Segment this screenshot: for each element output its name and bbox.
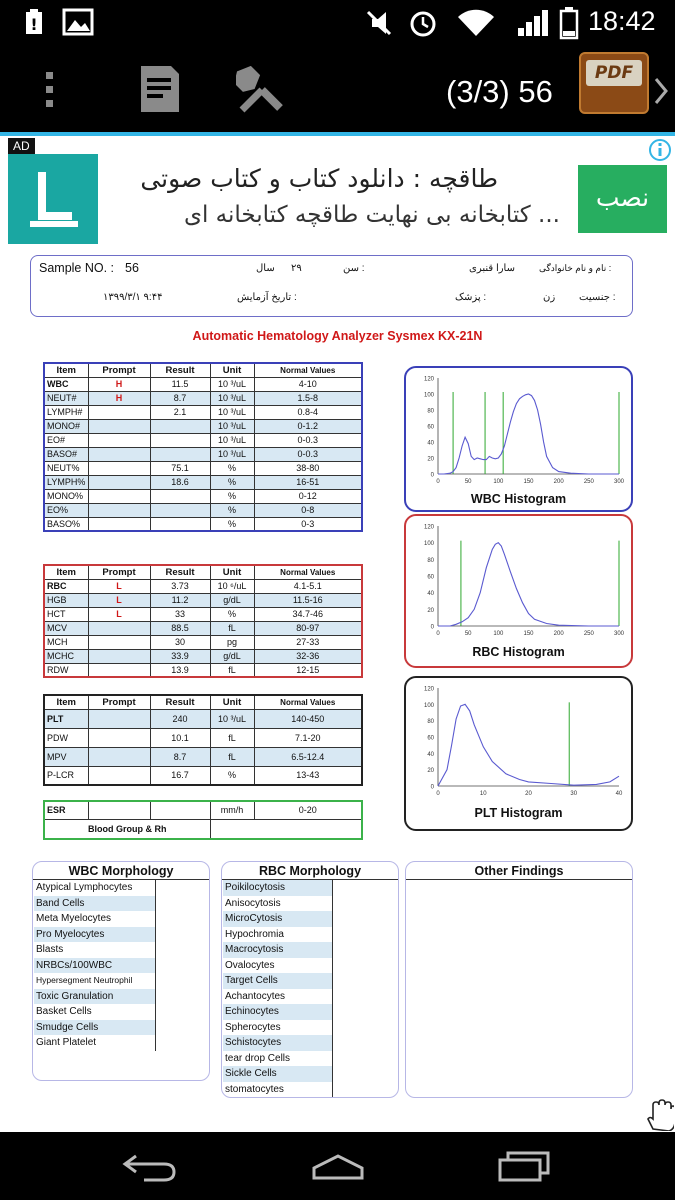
list-item: Toxic Granulation xyxy=(34,989,155,1005)
unit-cell: 10 ³/uL xyxy=(210,433,254,447)
app-toolbar xyxy=(0,46,675,132)
list-item: tear drop Cells xyxy=(225,1052,291,1064)
book-logo-icon xyxy=(8,154,98,244)
mute-icon xyxy=(364,8,394,38)
table-row xyxy=(44,447,362,461)
unit-cell: % xyxy=(210,461,254,475)
unit-cell: fL xyxy=(210,747,254,766)
unit-cell: g/dL xyxy=(210,593,254,607)
result-cell: 33.9 xyxy=(150,649,210,663)
test-date: ۱۳۹۹/۳/۱ ۹:۴۴ xyxy=(103,292,163,303)
result-cell: 88.5 xyxy=(150,621,210,635)
name-label: نام و نام خانوادگی : xyxy=(539,263,612,273)
col-normal: Normal Values xyxy=(254,565,362,579)
result-cell: 33 xyxy=(150,607,210,621)
normal-cell: 4.1-5.1 xyxy=(254,579,362,593)
wifi-icon xyxy=(456,8,496,38)
table-row xyxy=(44,517,362,531)
list-item: Pro Myelocytes xyxy=(34,927,155,943)
unit-cell: % xyxy=(210,475,254,489)
unit-cell: fL xyxy=(210,728,254,747)
item-cell: PDW xyxy=(44,728,88,747)
item-cell: HCT xyxy=(44,607,88,621)
item-cell: MCHC xyxy=(44,649,88,663)
back-icon[interactable] xyxy=(120,1150,178,1182)
image-notification-icon xyxy=(62,8,94,36)
y-tick-label: 100 xyxy=(423,392,434,399)
cell-signal-icon xyxy=(516,8,550,38)
prompt-cell xyxy=(88,503,150,517)
item-cell: LYMPH# xyxy=(44,405,88,419)
gender-label: جنسیت : xyxy=(579,292,616,303)
unit-cell: % xyxy=(210,766,254,785)
y-tick-label: 60 xyxy=(427,424,434,431)
result-cell: 30 xyxy=(150,635,210,649)
age-label: سن : xyxy=(343,263,365,274)
list-item: Meta Myelocytes xyxy=(36,913,112,924)
col-normal: Normal Values xyxy=(254,695,362,709)
normal-cell: 13-43 xyxy=(254,766,362,785)
x-tick-label: 250 xyxy=(583,479,594,485)
table-row xyxy=(44,621,362,635)
unit-cell: 10 ⁶/uL xyxy=(210,579,254,593)
rbc-histogram-title: RBC Histogram xyxy=(472,645,565,659)
normal-cell: 0-0.3 xyxy=(254,433,362,447)
prompt-cell xyxy=(88,766,150,785)
x-tick-label: 300 xyxy=(613,479,625,485)
prompt-cell xyxy=(88,709,150,728)
esr-table xyxy=(43,800,363,840)
table-row xyxy=(44,503,362,517)
result-cell xyxy=(150,503,210,517)
list-item: NRBCs/100WBC xyxy=(34,958,155,974)
normal-cell: 7.1-20 xyxy=(254,728,362,747)
result-cell xyxy=(150,433,210,447)
col-prompt: Prompt xyxy=(88,565,150,579)
list-item: Hypochromia xyxy=(225,928,284,940)
prompt-cell xyxy=(88,663,150,677)
result-cell: 2.1 xyxy=(150,405,210,419)
svg-text:!: ! xyxy=(30,15,38,34)
table-row xyxy=(44,391,362,405)
unit-cell: g/dL xyxy=(210,649,254,663)
y-tick-label: 0 xyxy=(430,472,434,479)
item-cell: LYMPH% xyxy=(44,475,88,489)
table-row xyxy=(44,593,362,607)
x-tick-label: 0 xyxy=(436,631,440,637)
y-tick-label: 120 xyxy=(423,686,434,693)
patient-name: سارا قنبری xyxy=(469,263,515,274)
doctor-label: پزشک : xyxy=(455,292,487,303)
unit-cell: % xyxy=(210,489,254,503)
y-tick-label: 80 xyxy=(427,408,434,415)
rbc-table xyxy=(43,564,363,678)
item-cell: EO% xyxy=(44,503,88,517)
wbc-histogram-title: WBC Histogram xyxy=(470,492,567,506)
list-item: Anisocytosis xyxy=(225,897,281,909)
col-result: Result xyxy=(150,363,210,377)
normal-cell: 4-10 xyxy=(254,377,362,391)
table-row xyxy=(44,433,362,447)
wbc-histogram-box xyxy=(404,366,633,512)
ad-banner[interactable] xyxy=(0,136,675,250)
normal-cell: 0-3 xyxy=(254,517,362,531)
table-row xyxy=(44,489,362,503)
clock: 18:42 xyxy=(588,6,656,36)
table-row xyxy=(44,649,362,663)
unit-cell: 10 ³/uL xyxy=(210,709,254,728)
table-row xyxy=(44,766,362,785)
result-cell xyxy=(150,517,210,531)
prompt-cell: H xyxy=(88,377,150,391)
list-item: Schistocytes xyxy=(223,1035,332,1051)
x-tick-label: 40 xyxy=(615,791,623,797)
wbc-morphology-title: WBC Morphology xyxy=(33,862,209,880)
y-tick-label: 0 xyxy=(430,784,434,791)
document-icon[interactable] xyxy=(138,64,182,114)
plt-table xyxy=(43,694,363,786)
warning-battery-icon xyxy=(20,8,48,36)
prompt-cell xyxy=(88,635,150,649)
result-cell: 18.6 xyxy=(150,475,210,489)
normal-cell: 0-1.2 xyxy=(254,419,362,433)
list-item: Hypersegment Neutrophil xyxy=(36,975,133,985)
patient-info-box xyxy=(30,255,633,317)
item-cell: EO# xyxy=(44,433,88,447)
list-item: Smudge Cells xyxy=(34,1020,155,1036)
item-cell: NEUT% xyxy=(44,461,88,475)
result-cell: 11.5 xyxy=(150,377,210,391)
table-row xyxy=(44,747,362,766)
unit-cell: % xyxy=(210,517,254,531)
report-title: Automatic Hematology Analyzer Sysmex KX-21N xyxy=(192,329,483,343)
hand-pan-icon[interactable] xyxy=(646,1099,674,1131)
gender-value: زن xyxy=(543,292,556,303)
y-tick-label: 120 xyxy=(423,524,434,531)
system-nav-bar xyxy=(0,1132,675,1200)
item-cell: MONO# xyxy=(44,419,88,433)
y-tick-label: 120 xyxy=(423,376,434,383)
result-cell: 8.7 xyxy=(150,747,210,766)
chevron-right-icon[interactable] xyxy=(653,76,669,106)
normal-cell: 6.5-12.4 xyxy=(254,747,362,766)
histogram-curve xyxy=(438,543,619,626)
x-tick-label: 200 xyxy=(553,479,564,485)
y-tick-label: 0 xyxy=(430,624,434,631)
rbc-histogram-box xyxy=(404,514,633,668)
list-item: MicroCytosis xyxy=(223,911,332,927)
normal-cell: 0-8 xyxy=(254,503,362,517)
y-tick-label: 100 xyxy=(423,541,434,548)
table-header xyxy=(44,363,362,377)
unit-cell: 10 ³/uL xyxy=(210,391,254,405)
table-row xyxy=(44,607,362,621)
y-tick-label: 60 xyxy=(427,735,434,742)
recent-apps-icon[interactable] xyxy=(496,1148,552,1184)
normal-cell: 0.8-4 xyxy=(254,405,362,419)
prompt-cell xyxy=(88,419,150,433)
unit-cell: pg xyxy=(210,635,254,649)
overflow-menu-icon[interactable] xyxy=(42,70,58,110)
rbc-morphology-title: RBC Morphology xyxy=(222,862,398,880)
table-row xyxy=(44,475,362,489)
prompt-cell xyxy=(88,475,150,489)
pdf-page xyxy=(0,250,675,1132)
unit-cell: 10 ³/uL xyxy=(210,419,254,433)
y-tick-label: 80 xyxy=(427,557,434,564)
unit-cell: % xyxy=(210,607,254,621)
x-tick-label: 30 xyxy=(570,791,578,797)
x-tick-label: 250 xyxy=(583,631,594,637)
rbc-morphology-panel xyxy=(221,861,399,1098)
x-tick-label: 150 xyxy=(523,631,534,637)
normal-cell: 38-80 xyxy=(254,461,362,475)
item-cell: RBC xyxy=(44,579,88,593)
item-cell: BASO% xyxy=(44,517,88,531)
unit-cell: 10 ³/uL xyxy=(210,447,254,461)
prompt-cell: H xyxy=(88,391,150,405)
normal-cell: 34.7-46 xyxy=(254,607,362,621)
esr-label: ESR xyxy=(44,801,88,819)
plt-histogram-chart xyxy=(408,680,633,802)
list-item: Giant Platelet xyxy=(36,1037,97,1048)
x-tick-label: 200 xyxy=(553,631,564,637)
prompt-cell: L xyxy=(88,579,150,593)
info-icon[interactable] xyxy=(648,138,672,162)
y-tick-label: 100 xyxy=(423,702,434,709)
taaghche-logo xyxy=(8,154,98,244)
list-item: Echinocytes xyxy=(223,1004,332,1020)
col-unit: Unit xyxy=(210,363,254,377)
rbc-morphology-list xyxy=(223,880,333,1097)
list-item: Spherocytes xyxy=(225,1021,281,1033)
x-tick-label: 100 xyxy=(493,479,504,485)
x-tick-label: 150 xyxy=(523,479,534,485)
col-result: Result xyxy=(150,695,210,709)
item-cell: MCH xyxy=(44,635,88,649)
prompt-cell xyxy=(88,461,150,475)
col-result: Result xyxy=(150,565,210,579)
x-tick-label: 0 xyxy=(436,479,440,485)
normal-cell: 80-97 xyxy=(254,621,362,635)
col-unit: Unit xyxy=(210,695,254,709)
list-item: Target Cells xyxy=(223,973,332,989)
normal-cell: 27-33 xyxy=(254,635,362,649)
prompt-cell xyxy=(88,447,150,461)
y-tick-label: 40 xyxy=(427,591,434,598)
result-cell: 16.7 xyxy=(150,766,210,785)
result-cell: 240 xyxy=(150,709,210,728)
item-cell: RDW xyxy=(44,663,88,677)
item-cell: PLT xyxy=(44,709,88,728)
sample-value: 56 xyxy=(125,261,139,275)
prompt-cell xyxy=(88,649,150,663)
age-unit: سال xyxy=(256,263,275,274)
prompt-cell xyxy=(88,489,150,503)
item-cell: BASO# xyxy=(44,447,88,461)
histogram-curve xyxy=(438,394,619,474)
result-cell: 11.2 xyxy=(150,593,210,607)
table-header xyxy=(44,695,362,709)
esr-row xyxy=(44,801,362,819)
col-item: Item xyxy=(44,695,88,709)
install-button[interactable]: نصب xyxy=(578,165,667,233)
unit-cell: % xyxy=(210,503,254,517)
wbc-histogram-chart xyxy=(408,370,633,490)
col-prompt: Prompt xyxy=(88,363,150,377)
table-row xyxy=(44,635,362,649)
y-tick-label: 20 xyxy=(427,768,434,775)
result-cell: 10.1 xyxy=(150,728,210,747)
sample-label: Sample NO. : xyxy=(39,261,115,275)
normal-cell: 16-51 xyxy=(254,475,362,489)
pdf-label: PDF xyxy=(586,60,642,86)
table-row xyxy=(44,377,362,391)
col-normal: Normal Values xyxy=(254,363,362,377)
list-item: stomatocytes xyxy=(225,1083,284,1095)
y-tick-label: 40 xyxy=(427,440,434,447)
item-cell: HGB xyxy=(44,593,88,607)
result-cell xyxy=(150,447,210,461)
x-tick-label: 50 xyxy=(464,631,472,637)
home-icon[interactable] xyxy=(310,1150,366,1182)
normal-cell: 0-0.3 xyxy=(254,447,362,461)
list-item: Band Cells xyxy=(34,896,155,912)
other-findings-title: Other Findings xyxy=(406,862,632,880)
x-tick-label: 50 xyxy=(464,479,472,485)
age-value: ۲۹ xyxy=(291,263,302,274)
ad-title: طاقچه : دانلود کتاب و کتاب صوتی xyxy=(140,164,498,193)
unit-cell: 10 ³/uL xyxy=(210,405,254,419)
blood-group-label: Blood Group & Rh xyxy=(44,819,210,839)
item-cell: MPV xyxy=(44,747,88,766)
prompt-cell xyxy=(88,433,150,447)
battery-icon xyxy=(558,6,580,40)
ad-badge: AD xyxy=(8,138,35,154)
plt-histogram-box xyxy=(404,676,633,831)
prompt-cell xyxy=(88,517,150,531)
x-tick-label: 10 xyxy=(479,791,487,797)
prompt-cell xyxy=(88,747,150,766)
item-cell: MONO% xyxy=(44,489,88,503)
table-row xyxy=(44,579,362,593)
prompt-cell xyxy=(88,621,150,635)
table-header xyxy=(44,565,362,579)
normal-cell: 0-12 xyxy=(254,489,362,503)
result-cell xyxy=(150,489,210,503)
list-item: Blasts xyxy=(36,944,64,955)
y-tick-label: 20 xyxy=(427,607,434,614)
table-row xyxy=(44,709,362,728)
col-item: Item xyxy=(44,565,88,579)
x-tick-label: 300 xyxy=(613,631,625,637)
y-tick-label: 80 xyxy=(427,719,434,726)
list-item: Sickle Cells xyxy=(223,1066,332,1082)
result-cell: 75.1 xyxy=(150,461,210,475)
prompt-cell xyxy=(88,405,150,419)
other-findings-panel xyxy=(405,861,633,1098)
table-row xyxy=(44,728,362,747)
plt-histogram-title: PLT Histogram xyxy=(474,806,563,820)
col-item: Item xyxy=(44,363,88,377)
result-cell: 13.9 xyxy=(150,663,210,677)
item-cell: NEUT# xyxy=(44,391,88,405)
normal-cell: 11.5-16 xyxy=(254,593,362,607)
prompt-cell: L xyxy=(88,593,150,607)
blood-group-row xyxy=(44,819,362,839)
wbc-morphology-panel xyxy=(32,861,210,1081)
page-indicator: (3/3) 56 xyxy=(446,74,553,109)
wbc-morphology-list xyxy=(34,880,156,1051)
alarm-icon xyxy=(408,8,438,38)
item-cell: P-LCR xyxy=(44,766,88,785)
table-row xyxy=(44,419,362,433)
col-unit: Unit xyxy=(210,565,254,579)
x-tick-label: 0 xyxy=(436,791,440,797)
wbc-table xyxy=(43,362,363,532)
y-tick-label: 60 xyxy=(427,574,434,581)
list-item: Achantocytes xyxy=(225,990,286,1002)
date-label: تاریخ آزمایش : xyxy=(237,292,297,303)
normal-cell: 32-36 xyxy=(254,649,362,663)
table-row xyxy=(44,461,362,475)
rbc-histogram-chart xyxy=(408,518,633,642)
histogram-curve xyxy=(438,704,619,786)
prompt-cell: L xyxy=(88,607,150,621)
result-cell: 8.7 xyxy=(150,391,210,405)
result-cell: 3.73 xyxy=(150,579,210,593)
list-item: Atypical Lymphocytes xyxy=(36,882,133,893)
x-tick-label: 100 xyxy=(493,631,504,637)
prompt-cell xyxy=(88,728,150,747)
pdf-app-button[interactable] xyxy=(579,52,649,114)
ad-subtitle: کتابخانه بی نهایت طاقچه کتابخانه ای ... xyxy=(183,202,560,228)
col-prompt: Prompt xyxy=(88,695,150,709)
normal-cell: 140-450 xyxy=(254,709,362,728)
list-item: Basket Cells xyxy=(36,1006,92,1017)
unit-cell: fL xyxy=(210,621,254,635)
result-cell xyxy=(150,419,210,433)
tools-icon[interactable] xyxy=(236,66,288,114)
unit-cell: fL xyxy=(210,663,254,677)
unit-cell: 10 ³/uL xyxy=(210,377,254,391)
normal-cell: 12-15 xyxy=(254,663,362,677)
normal-cell: 1.5-8 xyxy=(254,391,362,405)
list-item: Ovalocytes xyxy=(225,959,275,971)
y-tick-label: 40 xyxy=(427,751,434,758)
list-item: Poikilocytosis xyxy=(223,880,332,896)
status-bar xyxy=(0,0,675,46)
esr-unit: mm/h xyxy=(210,801,254,819)
x-tick-label: 20 xyxy=(525,791,532,797)
y-tick-label: 20 xyxy=(427,456,434,463)
table-row xyxy=(44,663,362,677)
esr-normal: 0-20 xyxy=(254,801,362,819)
list-item: Macrocytosis xyxy=(223,942,332,958)
table-row xyxy=(44,405,362,419)
item-cell: WBC xyxy=(44,377,88,391)
item-cell: MCV xyxy=(44,621,88,635)
